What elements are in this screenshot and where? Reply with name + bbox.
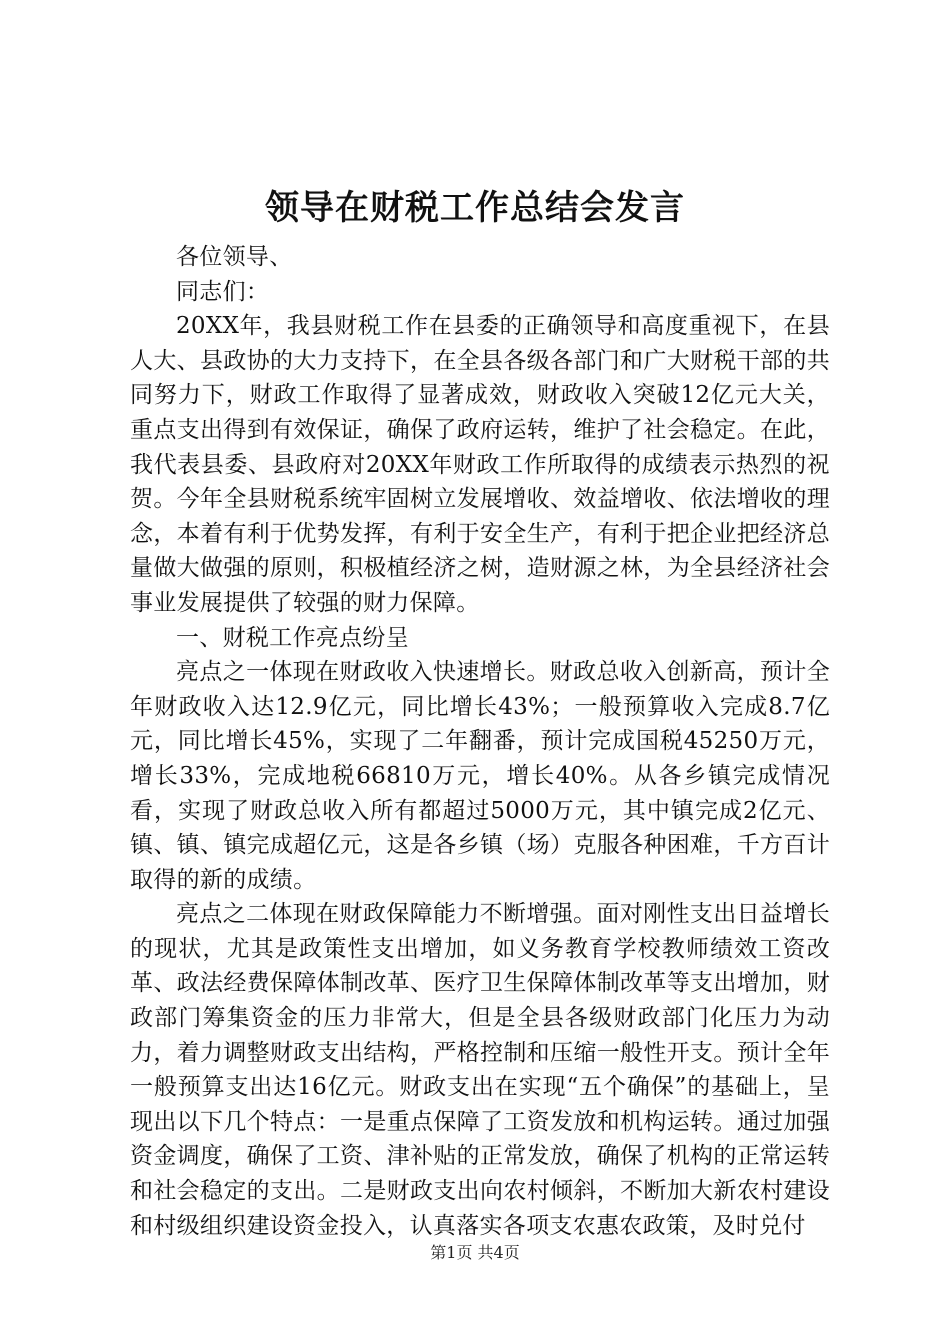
- section-heading: 一、财税工作亮点纷呈: [176, 624, 409, 651]
- body-paragraph: 亮点之二体现在财政保障能力不断增强。面对刚性支出日益增长的现状，尤其是政策性支出增加，如义务教育学校教师绩效工资改革、政法经费保障体制改革、医疗卫生保障体制改革等支出增加，财政部门筹集资金的压力非常大，但是全县各级财政部门化压力为动力，着力调整财政支出结构，严格控制和压缩一般性开支。预计全年一般预算支出达16亿元。财政支出在实现“五个确保”的基础上，呈现出以下几个特点：一是重点保障了工资发放和机构运转。通过加强资金调度，确保了工资、津补贴的正常发放，确保了机构的正常运转和社会稳定的支出。二是财政支出向农村倾斜，不断加大新农村建设和村级组织建设资金投入，认真落实各项支农惠农政策，及时兑付: [130, 901, 830, 1239]
- document-body: [130, 240, 830, 1243]
- salutation-line: 同志们：: [176, 278, 270, 305]
- document-title: 领导在财税工作总结会发言: [265, 188, 685, 228]
- body-paragraph: 亮点之一体现在财政收入快速增长。财政总收入创新高，预计全年财政收入达12.9亿元，同比增长43%；一般预算收入完成8.7亿元，同比增长45%，实现了二年翻番，预计完成国税45250万元，增长33%，完成地税66810万元，增长40%。从各乡镇完成情况看，实现了财政总收入所有都超过5000万元，其中镇完成2亿元、镇、镇、镇完成超亿元，这是各乡镇（场）克服各种困难，千方百计取得的新的成绩。: [130, 659, 830, 893]
- body-paragraph: 20XX年，我县财税工作在县委的正确领导和高度重视下，在县人大、县政协的大力支持下，在全县各级各部门和广大财税干部的共同努力下，财政工作取得了显著成效，财政收入突破12亿元大关，重点支出得到有效保证，确保了政府运转，维护了社会稳定。在此，我代表县委、县政府对20XX年财政工作所取得的成绩表示热烈的祝贺。今年全县财税系统牢固树立发展增收、效益增收、依法增收的理念，本着有利于优势发挥，有利于安全生产，有利于把企业把经济总量做大做强的原则，积极植经济之树，造财源之林，为全县经济社会事业发展提供了较强的财力保障。: [130, 313, 830, 616]
- page-footer: 第1页 共4页: [430, 1243, 520, 1262]
- salutation-line: 各位领导、: [176, 244, 293, 270]
